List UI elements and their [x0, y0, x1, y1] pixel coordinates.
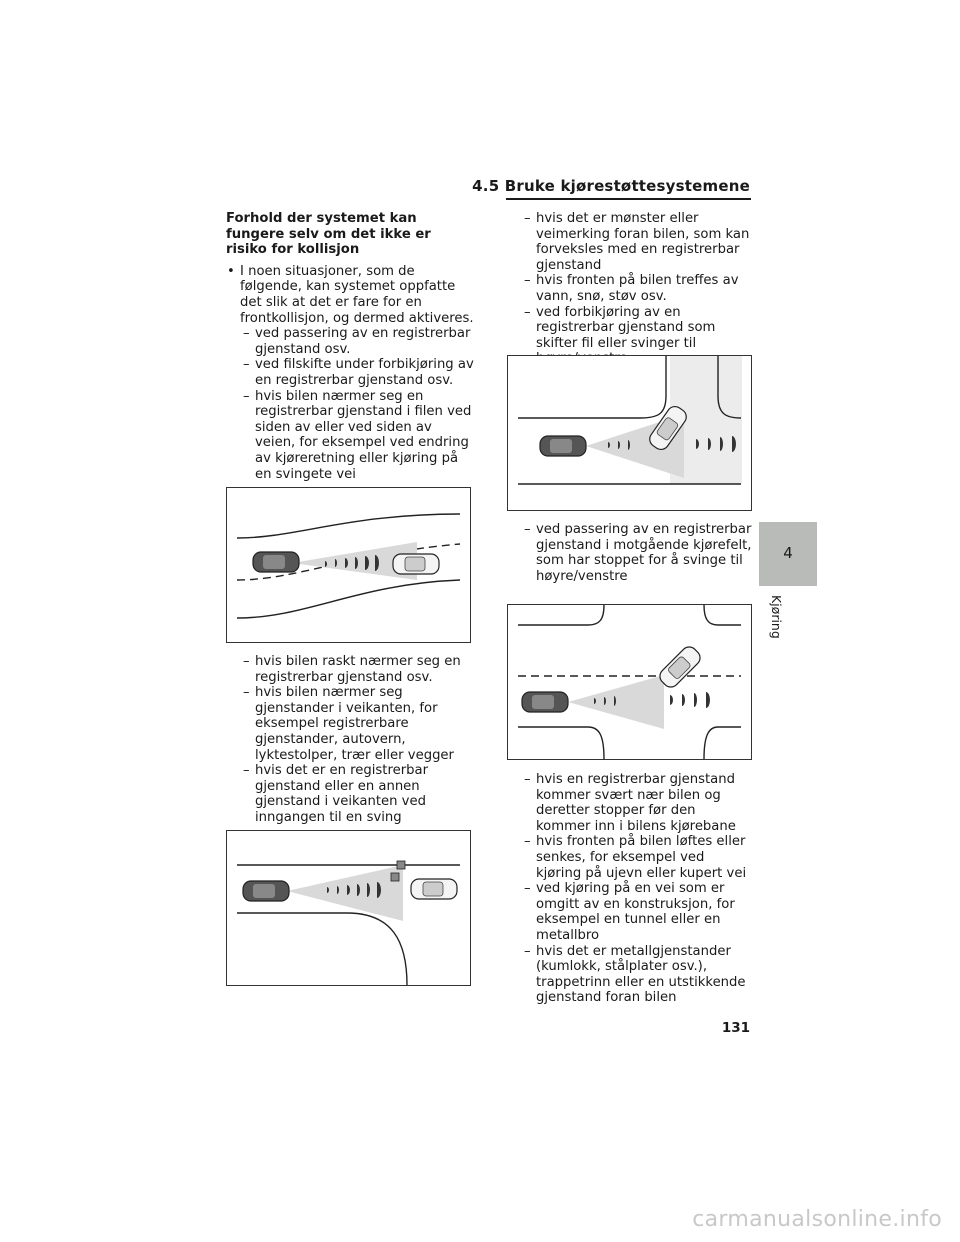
list-item	[507, 834, 752, 881]
dash-mark: –	[524, 943, 531, 959]
list-item	[507, 211, 752, 273]
list-item-text: hvis bilen raskt nærmer seg en registrerbar gjenstand osv.	[255, 654, 461, 685]
left-column-lower	[226, 654, 476, 826]
dash-mark: –	[524, 772, 531, 787]
list-item-text: ved forbikjøring av en registrerbar gjenstand som skifter fil eller svinger til	[536, 304, 716, 351]
illustration-curve-entrance	[226, 830, 471, 986]
bullet-mark: •	[227, 263, 235, 279]
illustration-oncoming-turn	[507, 604, 752, 760]
dash-mark: –	[243, 326, 250, 342]
dash-mark: –	[243, 357, 250, 373]
car-ego	[540, 436, 586, 456]
illustration-turning-vehicle	[507, 355, 752, 511]
dash-mark: –	[524, 522, 531, 537]
list-item-text: hvis en registrerbar gjenstand kommer svært nær bilen og deretter stopper før den kommer inn i bilens kjørebane	[536, 772, 736, 834]
dash-mark: –	[243, 654, 250, 669]
list-item-text: hvis fronten på bilen treffes av vann, snø, støv osv.	[536, 273, 739, 304]
dash-mark: –	[524, 273, 531, 289]
illustration-curved-road	[226, 487, 471, 643]
list-item-text: hvis bilen nærmer seg gjenstander i veikanten, for eksempel registrerbare gjenstander, autovern, lyktestolper, trær eller vegger	[255, 685, 454, 763]
list-item	[507, 273, 752, 304]
list-item	[226, 685, 476, 763]
car-ego	[522, 692, 568, 712]
page-number: 131	[721, 1020, 750, 1036]
list-item	[507, 881, 752, 943]
car-ego	[243, 881, 289, 901]
list-item-text: ved passering av en registrerbar gjenstand osv.	[255, 326, 471, 357]
car-target	[411, 879, 457, 899]
list-item-text: hvis det er mønster eller veimerking foran bilen, som kan forveksles med en registrerbar gjenstand	[536, 211, 750, 273]
dash-mark: –	[243, 388, 250, 404]
dash-mark: –	[524, 211, 531, 226]
list-item	[226, 389, 476, 483]
right-column	[507, 211, 752, 367]
left-column	[226, 211, 476, 482]
dash-mark: –	[524, 304, 531, 320]
list-item-text: hvis det er en registrerbar gjenstand eller en annen gjenstand i veikanten ved inngangen til en sving	[255, 763, 428, 825]
bullet-text: I noen situasjoner, som de følgende, kan systemet oppfatte det slik at det er fare for en frontkollisjon, og dermed aktiveres.	[240, 263, 474, 326]
bullet-item	[226, 264, 476, 326]
header-rule	[506, 198, 751, 200]
right-column-lower	[507, 772, 752, 1006]
chapter-number: 4	[783, 544, 793, 562]
list-item-text: ved kjøring på en vei som er omgitt av en konstruksjon, for eksempel en tunnel eller en metallbro	[536, 881, 735, 943]
car-ego	[253, 552, 299, 572]
list-item	[507, 522, 752, 584]
car-target	[657, 644, 704, 691]
list-item-text: ved filskifte under forbikjøring av en registrerbar gjenstand osv.	[255, 357, 474, 388]
section-heading: Forhold der systemet kan fungere selv om det ikke er risiko for kollisjon	[226, 211, 431, 258]
dash-mark: –	[243, 763, 250, 779]
chapter-label: Kjøring	[769, 595, 784, 639]
list-item	[226, 357, 476, 388]
dash-list-left-a	[226, 326, 476, 482]
list-item-text: ved passering av en registrerbar gjenstand i motgående kjørefelt, som har stoppet for å svinge til høyre/venstre	[536, 522, 752, 584]
list-item	[226, 763, 476, 825]
list-item-text: hvis fronten på bilen løftes eller senkes, for eksempel ved kjøring på ujevn eller kupert vei	[536, 834, 747, 881]
dash-mark: –	[524, 834, 531, 850]
dash-mark: –	[524, 881, 531, 897]
list-item	[507, 944, 752, 1006]
list-item-text: hvis bilen nærmer seg en registrerbar gjenstand i filen ved siden av eller ved siden av veien, for eksempel ved endring av kjøreretning eller kjøring på en svingete vei	[255, 388, 472, 482]
list-item-text: hvis det er metallgjenstander (kumlokk, stålplater osv.), trappetrinn eller en utstikkende gjenstand foran bilen	[536, 943, 746, 1006]
list-item	[507, 772, 752, 834]
list-item	[226, 654, 476, 685]
list-item	[226, 326, 476, 357]
section-header-title: 4.5 Bruke kjørestøttesystemene	[472, 177, 750, 195]
car-target	[393, 554, 439, 574]
watermark: carmanualsonline.info	[692, 1207, 942, 1232]
right-column-middle	[507, 522, 752, 584]
dash-mark: –	[243, 685, 250, 701]
chapter-tab	[759, 522, 817, 586]
